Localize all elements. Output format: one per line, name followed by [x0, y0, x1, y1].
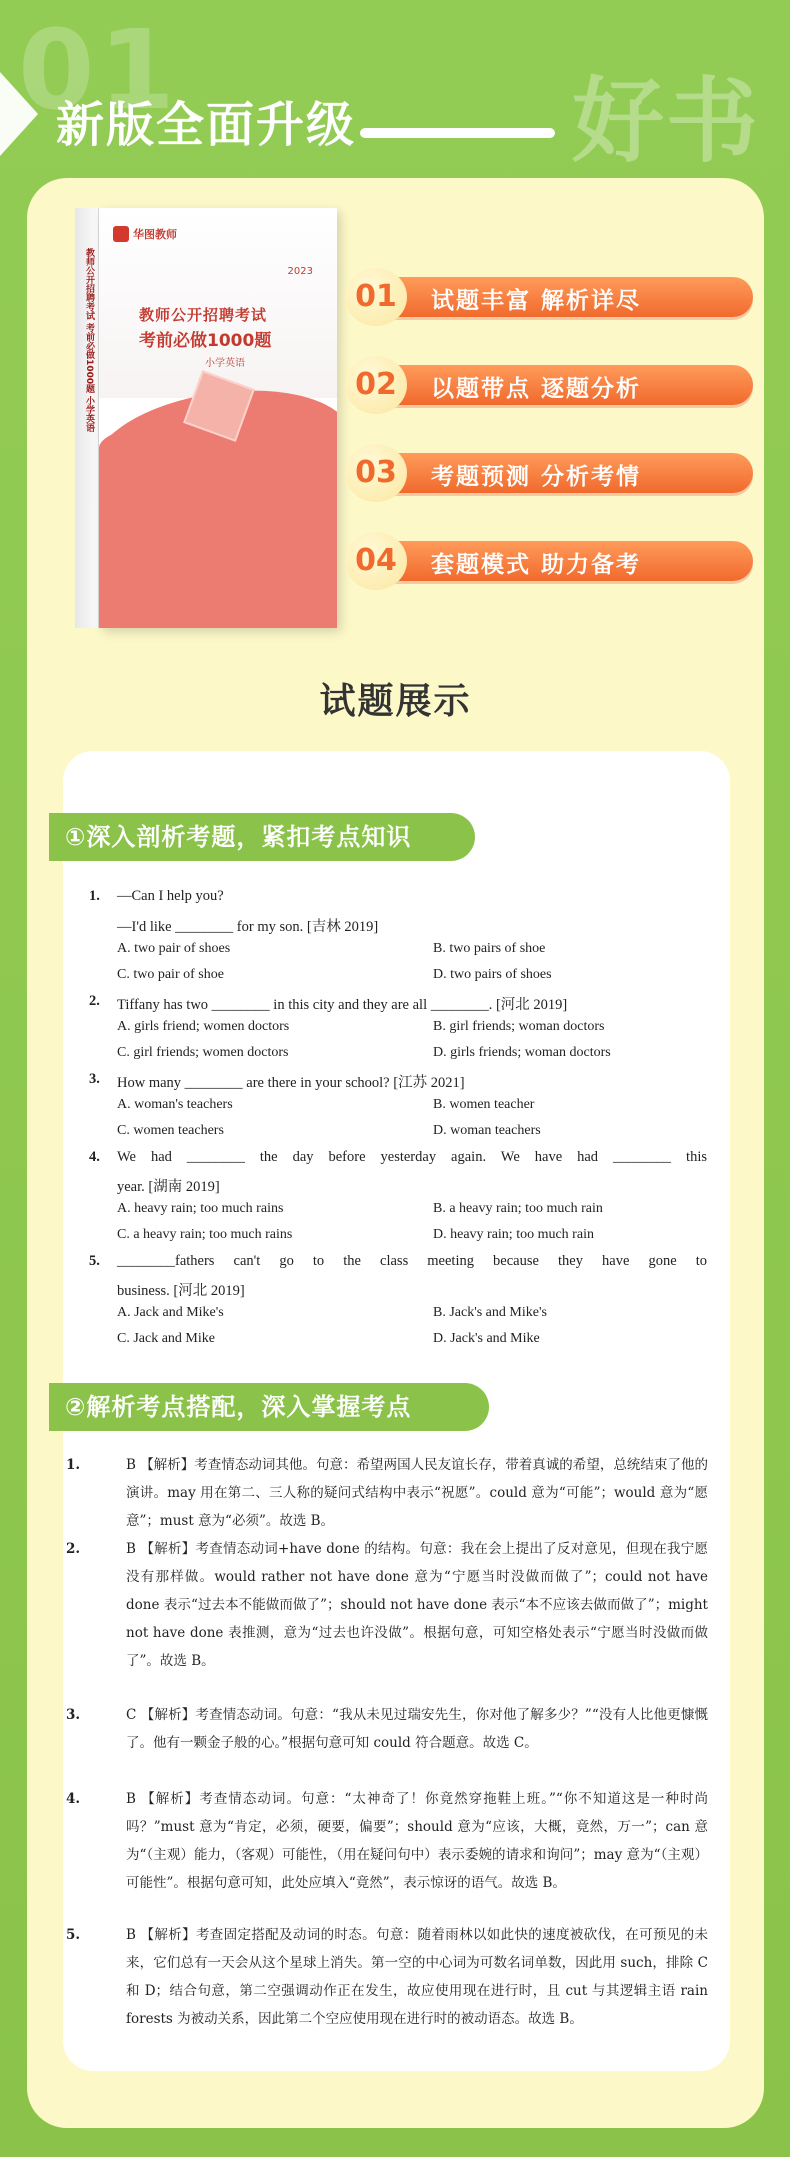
question-option: D. woman teachers — [433, 1123, 541, 1138]
question-number: 4. — [89, 1149, 100, 1165]
arrow-icon — [0, 72, 38, 156]
question-option: C. women teachers — [117, 1123, 224, 1138]
question-option: D. Jack's and Mike — [433, 1331, 540, 1346]
feature-label: 套题模式 助力备考 — [431, 552, 642, 578]
answers-tag: ②解析考点搭配，深入掌握考点 — [49, 1383, 489, 1431]
question-option: A. girls friend; women doctors — [117, 1019, 290, 1034]
question-option: B. Jack's and Mike's — [433, 1305, 547, 1320]
main-card — [27, 178, 764, 2128]
question-line: business. [河北 2019] — [117, 1283, 245, 1299]
feature-label: 考题预测 分析考情 — [431, 464, 642, 490]
answer-item: 2. B 【解析】考查情态动词+have done 的结构。句意：我在会上提出了反对意见，但现在我宁愿没有那样做。would rather not have done 意为“宁愿当时没做而做了”；could not have done 表示“过去本不能做而做了”；should not have done 表示“本不应该去做而做了”；might not have done 表推测，意为“过去也许没做”。根据句意，可知空格处表示“宁愿当时没做而做了”。故选 B。 — [66, 1541, 708, 1669]
answer-item: 4. B 【解析】考查情态动词。句意：“太神奇了！你竟然穿拖鞋上班。”“你不知道这是一种时尚吗？”must 意为“肯定，必须，硬要，偏要”；should 意为“应该，大概，竟然，万一”；can 意为“（主观）能力，（客观）可能性，（用在疑问句中）表示委婉的请求和询问”；may 意为“（主观）可能性”。根据句意可知，此处应填入“竟然”，表示惊讶的语气。故选 B。 — [66, 1791, 708, 1891]
question-option: C. a heavy rain; too much rains — [117, 1227, 293, 1242]
brand-logo-icon — [113, 226, 129, 242]
feature-label: 试题丰富 解析详尽 — [431, 288, 642, 314]
book-title-line2: 考前必做1000题 — [139, 331, 272, 351]
question-option: D. two pairs of shoes — [433, 967, 552, 982]
question-option: D. girls friends; woman doctors — [433, 1045, 611, 1060]
question-option: D. heavy rain; too much rain — [433, 1227, 594, 1242]
question-line: ________fathers can't go to the class meeting because they have gone to — [117, 1253, 707, 1269]
feature-item — [345, 356, 753, 410]
feature-number: 03 — [345, 444, 407, 502]
feature-item — [345, 444, 753, 498]
answer-item: 5. B 【解析】考查固定搭配及动词的时态。句意：随着雨林以如此快的速度被砍伐，在可预见的未来，它们总有一天会从这个星球上消失。第一空的中心词为可数名词单数，因此用 such，排除 C 和 D；结合句意，第二空强调动作正在发生，故应使用现在进行时，且 cut 与其逻辑主语 rain forests 为被动关系，因此第二个空应使用现在进行时的被动语态。故选 B。 — [66, 1927, 708, 2027]
question-option: C. Jack and Mike — [117, 1331, 215, 1346]
header-divider — [360, 128, 555, 138]
sample-panel — [63, 751, 730, 2071]
book-title-line1: 教师公开招聘考试 — [139, 306, 268, 324]
feature-item — [345, 268, 753, 322]
feature-label: 以题带点 逐题分析 — [431, 376, 642, 402]
book-spine-text: 教师公开招聘考试 考前必做1000题 小学英语 — [84, 248, 94, 433]
question-line: year. [湖南 2019] — [117, 1179, 220, 1195]
question-option: A. woman's teachers — [117, 1097, 233, 1112]
question-line: —Can I help you? — [117, 888, 224, 904]
book-cover-bottom — [99, 408, 337, 628]
question-option: A. two pair of shoes — [117, 941, 231, 956]
book-subtitle: 小学英语 — [205, 358, 245, 369]
question-option: B. a heavy rain; too much rain — [433, 1201, 603, 1216]
header-title: 新版全面升级 — [56, 97, 357, 153]
header-ghost-text: 好书 — [572, 68, 761, 175]
questions-tag: ①深入剖析考题，紧扣考点知识 — [49, 813, 475, 861]
section-title: 试题展示 — [319, 681, 472, 722]
question-number: 3. — [89, 1071, 100, 1087]
question-option: B. women teacher — [433, 1097, 535, 1112]
question-number: 1. — [89, 888, 100, 904]
book-year: 2023 — [287, 266, 313, 277]
question-option: B. girl friends; woman doctors — [433, 1019, 605, 1034]
question-number: 2. — [89, 993, 100, 1009]
feature-item — [345, 532, 753, 586]
question-option: B. two pairs of shoe — [433, 941, 546, 956]
question-number: 5. — [89, 1253, 100, 1269]
answer-item: 3. C 【解析】考查情态动词。句意：“我从未见过瑞安先生，你对他了解多少？”“没有人比他更慷慨了。他有一颗金子般的心。”根据句意可知 could 符合题意。故选 C。 — [66, 1707, 708, 1751]
question-option: C. two pair of shoe — [117, 967, 224, 982]
book-cover-image — [75, 208, 337, 628]
question-option: A. Jack and Mike's — [117, 1305, 224, 1320]
answer-item: 1. B 【解析】考查情态动词其他。句意：希望两国人民友谊长存，带着真诚的希望，总统结束了他的演讲。may 用在第二、三人称的疑问式结构中表示“祝愿”。could 意为“可能”；would 意为“愿意”；must 意为“必须”。故选 B。 — [66, 1457, 708, 1529]
question-line: Tiffany has two ________ in this city and they are all ________. [河北 2019] — [117, 997, 568, 1013]
question-option: C. girl friends; women doctors — [117, 1045, 289, 1060]
book-front — [99, 208, 337, 628]
feature-number: 02 — [345, 356, 407, 414]
book-spine — [75, 208, 99, 628]
question-line: We had ________ the day before yesterday again. We have had ________ this — [117, 1149, 707, 1165]
question-option: A. heavy rain; too much rains — [117, 1201, 284, 1216]
header-ghost-number: 01 — [18, 6, 180, 134]
feature-number: 04 — [345, 532, 407, 590]
question-line: —I'd like ________ for my son. [吉林 2019] — [117, 919, 379, 935]
header — [0, 0, 790, 175]
feature-number: 01 — [345, 268, 407, 326]
book-brand: 华图教师 — [133, 228, 177, 241]
question-line: How many ________ are there in your school? [江苏 2021] — [117, 1075, 465, 1091]
